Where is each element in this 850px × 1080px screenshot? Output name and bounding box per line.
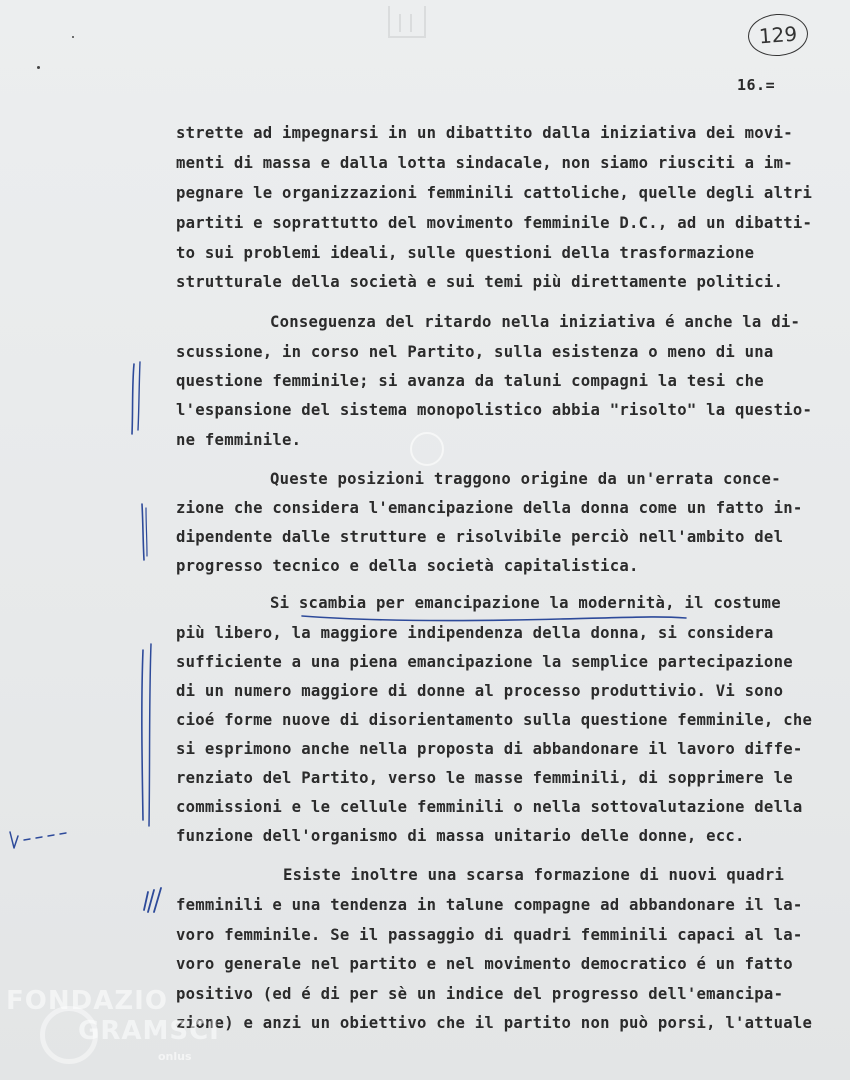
text-line: scussione, in corso nel Partito, sulla esistenza o meno di una (176, 343, 774, 361)
watermark-text: onlus (158, 1050, 192, 1063)
watermark-circle (40, 1006, 98, 1064)
page-number: 16.= (737, 76, 776, 94)
margin-triple-stroke-mark (140, 884, 170, 918)
text-line: Esiste inoltre una scarsa formazione di nuovi quadri (283, 866, 785, 884)
speck (37, 66, 40, 69)
text-line: voro generale nel partito e nel movimento democratico é un fatto (176, 955, 793, 973)
archive-stamp-mark (388, 6, 426, 38)
text-line: ne femminile. (176, 431, 302, 449)
faint-watermark-ring (410, 432, 444, 466)
text-line: questione femminile; si avanza da taluni compagni la tesi che (176, 372, 764, 390)
text-line: l'espansione del sistema monopolistico abbia "risolto" la questio- (176, 401, 813, 419)
text-line: cioé forme nuove di disorientamento sulla questione femminile, che (176, 711, 813, 729)
text-line: funzione dell'organismo di massa unitario delle donne, ecc. (176, 827, 745, 845)
text-line: to sui problemi ideali, sulle questioni della trasformazione (176, 244, 755, 262)
text-line: strette ad impegnarsi in un dibattito dalla iniziativa dei movi- (176, 124, 793, 142)
margin-line-mark (136, 502, 156, 564)
text-line: renziato del Partito, verso le masse femminili, di sopprimere le (176, 769, 793, 787)
text-line: pegnare le organizzazioni femminili cattoliche, quelle degli altri (176, 184, 813, 202)
text-line: zione) e anzi un obiettivo che il partito non può porsi, l'attuale (176, 1014, 813, 1032)
text-line: voro femminile. Se il passaggio di quadri femminili capaci al la- (176, 926, 803, 944)
text-line: di un numero maggiore di donne al processo produttivio. Vi sono (176, 682, 784, 700)
text-line: Conseguenza del ritardo nella iniziativa é anche la di- (270, 313, 801, 331)
watermark-text: FONDAZIO (6, 986, 168, 1016)
text-line: dipendente dalle strutture e risolvibile perciò nell'ambito del (176, 528, 784, 546)
text-line: più libero, la maggiore indipendenza della donna, si considera (176, 624, 774, 642)
speck (72, 36, 74, 38)
margin-check-dash-mark (4, 822, 74, 852)
text-line: femminili e una tendenza in talune compagne ad abbandonare il la- (176, 896, 803, 914)
folio-number: 129 (747, 12, 810, 58)
text-line: Si scambia per emancipazione la modernità, il costume (270, 594, 781, 612)
text-line: progresso tecnico e della società capitalistica. (176, 557, 639, 575)
text-line: Queste posizioni traggono origine da un'errata conce- (270, 470, 781, 488)
text-line: zione che considera l'emancipazione della donna come un fatto in- (176, 499, 803, 517)
text-line: partiti e soprattutto del movimento femminile D.C., ad un dibatti- (176, 214, 813, 232)
margin-double-line-mark (126, 360, 150, 440)
text-line: strutturale della società e sui temi più direttamente politici. (176, 273, 784, 291)
text-line: menti di massa e dalla lotta sindacale, non siamo riusciti a im- (176, 154, 793, 172)
text-line: positivo (ed é di per sè un indice del progresso dell'emancipa- (176, 985, 784, 1003)
text-line: commissioni e le cellule femminili o nella sottovalutazione della (176, 798, 803, 816)
text-line: sufficiente a una piena emancipazione la semplice partecipazione (176, 653, 793, 671)
watermark-text: GRAMSCI (78, 1016, 220, 1046)
text-line: si esprimono anche nella proposta di abbandonare il lavoro diffe- (176, 740, 803, 758)
margin-double-line-long-mark (134, 640, 162, 830)
